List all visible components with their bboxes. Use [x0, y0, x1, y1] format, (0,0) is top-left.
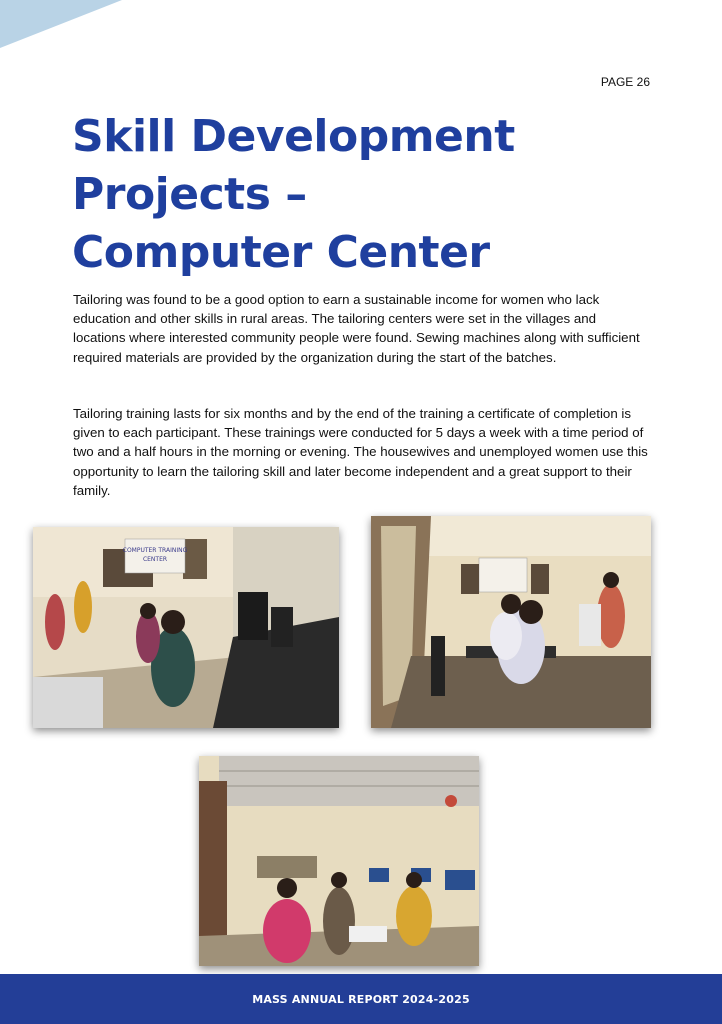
footer-report-title: MASS ANNUAL REPORT 2024-2025 — [252, 992, 470, 1006]
page-number: PAGE 26 — [600, 75, 650, 89]
sign-line-2: CENTER — [142, 556, 168, 563]
title-line-3: Computer Center — [72, 227, 490, 278]
corner-decoration — [0, 0, 125, 50]
title-line-2: Projects – — [72, 169, 307, 220]
paragraph-training: Tailoring training lasts for six months and by the end of the training a certificate of completion is given to each participant. These trainings were conducted for 5 days a week with a time period of two and a half hours in the morning or evening. The housewives and unemployed women use this opportunity to learn the tailoring skill and later become independent and a great support to their family. — [73, 406, 648, 498]
photo-computer-training-room — [33, 527, 339, 728]
paragraph-intro: Tailoring was found to be a good option to earn a sustainable income for women who lack education and other skills in rural areas. The tailoring centers were set in the villages and locations where interested community people were found. Sewing machines along with sufficient required materials are provided by the organization during the start of the batches. — [73, 292, 640, 365]
footer-bar — [0, 974, 722, 1024]
page-title — [72, 108, 515, 282]
photo-classroom-group — [199, 756, 479, 966]
photo-participants-at-computers — [371, 516, 651, 728]
sign-line-1: COMPUTER TRAINING — [122, 547, 188, 554]
title-line-1: Skill Development — [72, 111, 515, 162]
